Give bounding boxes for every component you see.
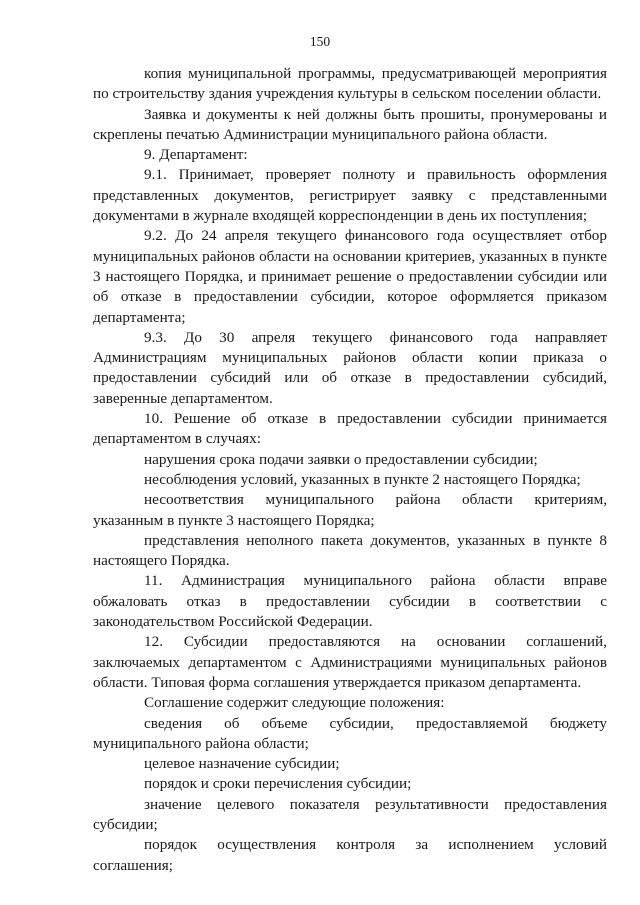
document-body — [93, 64, 607, 876]
list-item: несоблюдения условий, указанных в пункте 2 настоящего Порядка; — [144, 470, 581, 488]
list-item: значение целевого показателя результативности предоставления субсидии; — [93, 795, 607, 833]
paragraph: Соглашение содержит следующие положения: — [144, 694, 445, 712]
page-number: 150 — [309, 34, 331, 49]
list-item: порядок осуществления контроля за исполнением условий соглашения; — [93, 836, 607, 874]
list-item: представления неполного пакета документов, указанных в пункте 8 настоящего Порядка. — [93, 531, 607, 570]
paragraph: 10. Решение об отказе в предоставлении субсидии принимается департаментом в случаях: — [93, 410, 607, 448]
paragraph: 11. Администрация муниципального района области вправе обжаловать отказ в предоставлении субсидии в соответствии с законодательством Российской Федерации. — [93, 572, 607, 631]
paragraph: 9. Департамент: — [144, 146, 248, 164]
list-item: порядок и сроки перечисления субсидии; — [144, 775, 412, 793]
list-item: несоответствия муниципального района области критериям, указанным в пункте 3 настоящего Порядка; — [93, 491, 607, 529]
paragraph: копия муниципальной программы, предусматривающей мероприятия по строительству здания учреждения культуры в сельском поселении области. — [93, 65, 607, 103]
paragraph: 12. Субсидии предоставляются на основании соглашений, заключаемых департаментом с Администрациями муниципальных районов области. Типовая форма соглашения утверждается приказом департамента. — [93, 633, 607, 691]
paragraph: 9.1. Принимает, проверяет полноту и правильность оформления представленных документов, регистрирует заявку с представленными документами в журнале входящей корреспонденции в день их поступления; — [93, 166, 607, 225]
paragraph: 9.2. До 24 апреля текущего финансового года осуществляет отбор муниципальных районов области на основании критериев, указанных в пункте 3 настоящего Порядка, и принимает решение о предоставлении субсидии или об отказе в предоставлении субсидии, которое оформляется приказом департамента; — [93, 227, 607, 326]
paragraph: Заявка и документы к ней должны быть прошиты, пронумерованы и скреплены печатью Администрации муниципального района области. — [93, 105, 607, 143]
list-item: сведения об объеме субсидии, предоставляемой бюджету муниципального района области; — [93, 714, 607, 752]
list-item: целевое назначение субсидии; — [144, 755, 340, 773]
list-item: нарушения срока подачи заявки о предоставлении субсидии; — [144, 450, 538, 468]
paragraph: 9.3. До 30 апреля текущего финансового года направляет Администрациям муниципальных районов области копии приказа о предоставлении субсидий или об отказе в предоставлении субсидий, заверенные департаментом. — [93, 328, 607, 407]
